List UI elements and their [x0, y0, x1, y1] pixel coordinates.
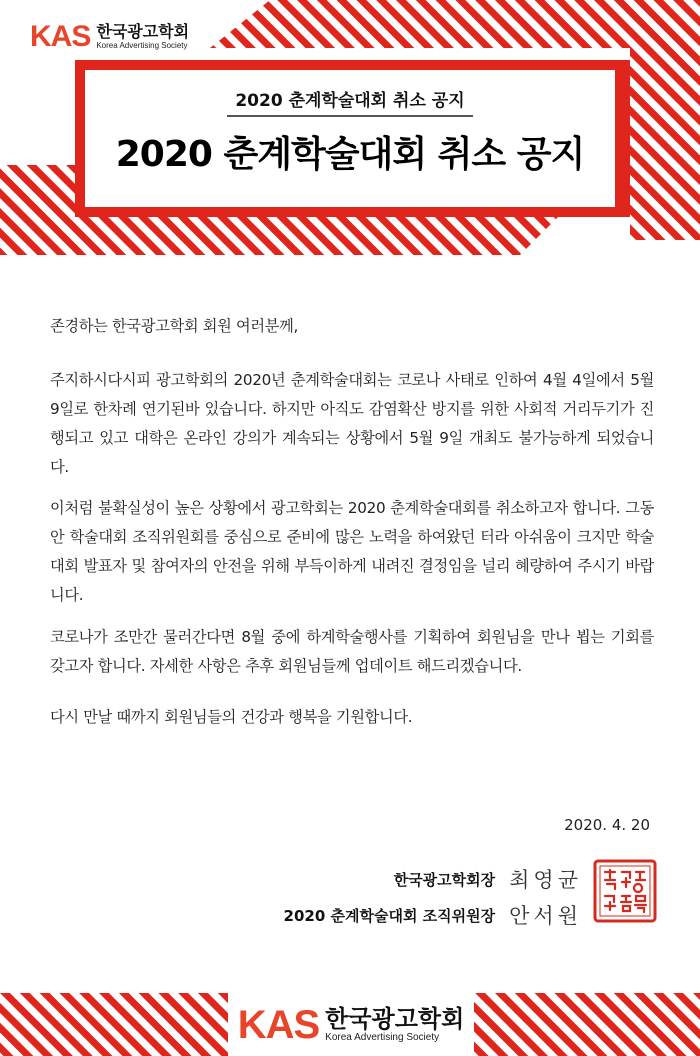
letter-date: 2020. 4. 20	[564, 816, 650, 834]
paragraph-closing: 다시 만날 때까지 회원님들의 건강과 행복을 기원합니다.	[50, 708, 413, 726]
logo-english-name: Korea Advertising Society	[96, 41, 188, 50]
kas-footer-logo[interactable]	[228, 993, 474, 1056]
logo-korean-name: 한국광고학회	[325, 1004, 465, 1033]
signature-name: 안서원	[509, 904, 582, 928]
kas-logo-mark: KAS	[30, 20, 91, 53]
page-title: 2020 춘계학술대회 취소 공지	[115, 134, 585, 175]
signature-name: 최영균	[509, 868, 582, 892]
footer-banner	[0, 993, 700, 1056]
kas-logo[interactable]	[30, 22, 189, 52]
paragraph-postponement: 주지하시다시피 광고학회의 2020년 춘계학술대회는 코로나 사태로 인하여 4월 4일에서 5월 9일로 한차례 연기된바 있습니다. 하지만 아직도 감염확산 방지를 위한 사회적 거리두기가 진행되고 있고 대학은 온라인 강의가 계속되는 상황에서 5월 9일 개최도 불가능하게 되었습니다.	[50, 371, 654, 476]
greeting: 존경하는 한국광고학회 회원 여러분께,	[50, 317, 299, 335]
signature-title: 2020 춘계학술대회 조직위원장	[283, 906, 496, 925]
subtitle	[85, 86, 615, 111]
logo-english-name: Korea Advertising Society	[325, 1031, 440, 1043]
paragraph-cancellation: 이처럼 불확실성이 높은 상황에서 광고학회는 2020 춘계학술대회를 취소하고자 합니다. 그동안 학술대회 조직위원회를 중심으로 준비에 많은 노력을 하여왔던 터라 아쉬움이 크지만 학술대회 발표자 및 참여자의 안전을 위해 부득이하게 내려진 결정임을 널리 혜량하여 주시기 바랍니다.	[50, 499, 654, 604]
title-box	[85, 70, 615, 207]
logo-korean-name: 한국광고학회	[96, 22, 190, 41]
paragraph-summer-event: 코로나가 조만간 물러간다면 8월 중에 하계학술행사를 기획하여 회원님을 만나 뵙는 기회를 갖고자 합니다. 자세한 사항은 추후 회원님들께 업데이트 해드리겠습니다.	[50, 628, 654, 675]
signature-title: 한국광고학회장	[393, 870, 496, 889]
kas-logo-mark: KAS	[237, 1002, 320, 1047]
signature-president	[394, 864, 582, 894]
subtitle-text: 2020 춘계학술대회 취소 공지	[227, 91, 472, 117]
official-seal-stamp	[592, 858, 658, 924]
signature-committee-chair	[284, 900, 582, 930]
header-banner	[0, 0, 700, 255]
